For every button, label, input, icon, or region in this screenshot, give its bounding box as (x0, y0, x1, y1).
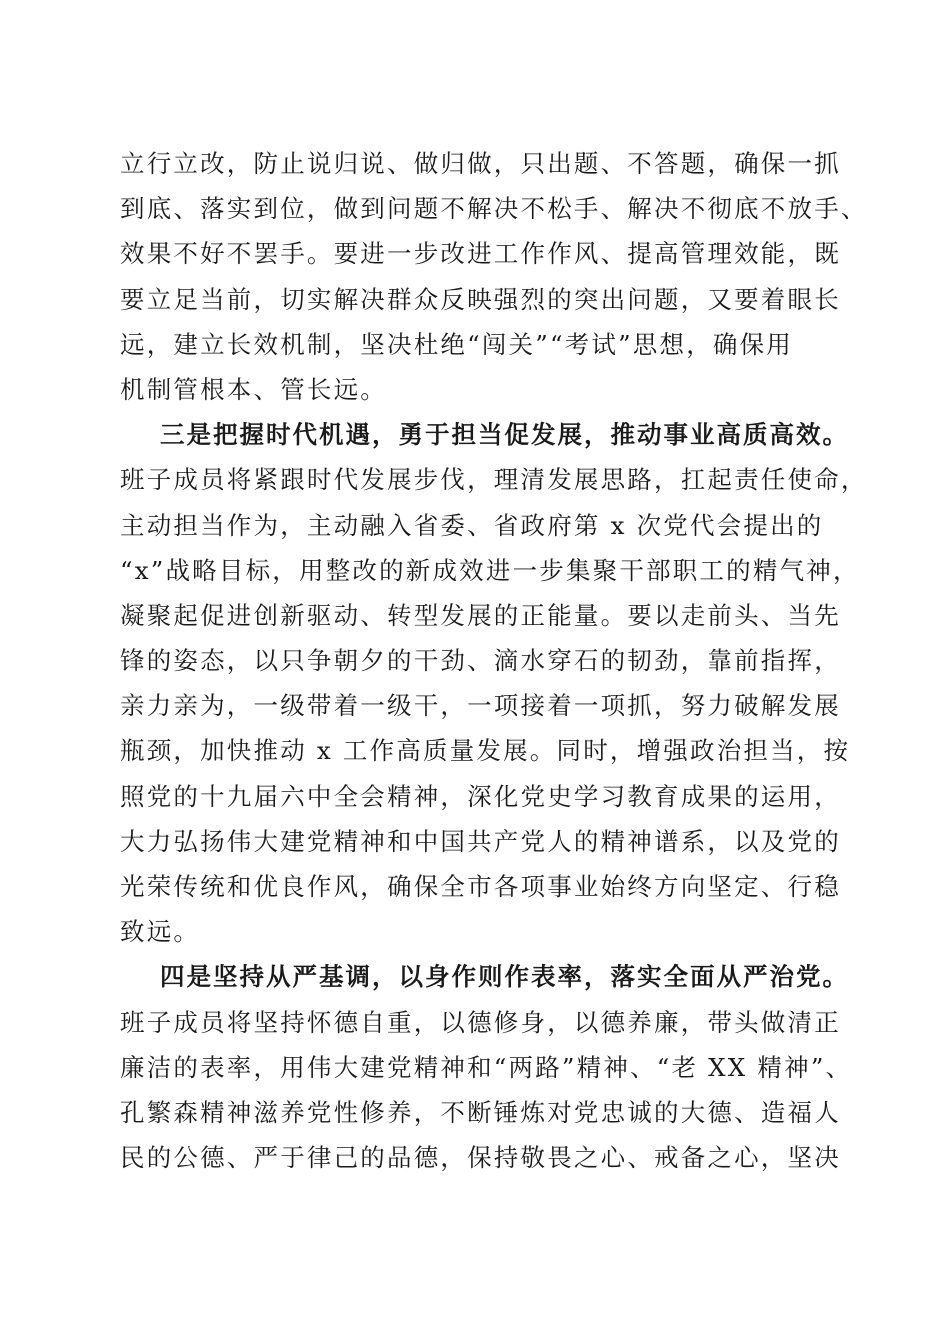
text-line: 远，建立长效机制，坚决杜绝“闯关”“考试”思想，确保用 (120, 329, 793, 359)
text-line: 机制管根本、管长远。 (120, 374, 387, 404)
text-line: 民的公德、严于律己的品德，保持敬畏之心、戒备之心，坚决 (120, 1143, 841, 1173)
text-line: 大力弘扬伟大建党精神和中国共产党人的精神谱系，以及党的 (120, 826, 841, 856)
text-line: 光荣传统和优良作风，确保全市各项事业始终方向坚定、行稳 (120, 872, 841, 901)
text-line: 亲力亲为，一级带着一级干，一项接着一项抓，努力破解发展 (120, 691, 841, 721)
text-line: “x”战略目标，用整改的新成效进一步集聚干部职工的精气神， (120, 555, 860, 585)
text-line: 主动担当作为，主动融入省委、省政府第 x 次党代会提出的 (120, 510, 824, 540)
section-heading-4: 四是坚持从严基调，以身作则作表率，落实全面从严治党。 (160, 962, 849, 992)
text-line: 孔繁森精神滋养党性修养，不断锤炼对党忠诚的大德、造福人 (120, 1097, 841, 1127)
text-line: 班子成员将紧跟时代发展步伐，理清发展思路，扛起责任使命， (120, 465, 868, 495)
text-line: 班子成员将坚持怀德自重，以德修身，以德养廉，带头做清正 (120, 1007, 841, 1037)
text-line: 到底、落实到位，做到问题不解决不松手、解决不彻底不放手、 (120, 194, 868, 224)
text-line: 瓶颈，加快推动 x 工作高质量发展。同时，增强政治担当，按 (120, 736, 851, 766)
text-line: 照党的十九届六中全会精神，深化党史学习教育成果的运用， (120, 781, 841, 811)
text-line: 立行立改，防止说归说、做归做，只出题、不答题，确保一抓 (120, 149, 841, 178)
body-text (120, 141, 868, 1180)
text-line: 致远。 (120, 917, 201, 947)
section-heading-3: 三是把握时代机遇，勇于担当促发展，推动事业高质高效。 (160, 420, 849, 450)
text-line: 锋的姿态，以只争朝夕的干劲、滴水穿石的韧劲，靠前指挥， (120, 646, 841, 676)
text-line: 凝聚起促进创新驱动、转型发展的正能量。要以走前头、当先 (120, 600, 841, 630)
text-line: 效果不好不罢手。要进一步改进工作作风、提高管理效能，既 (120, 239, 841, 269)
text-line: 要立足当前，切实解决群众反映强烈的突出问题，又要着眼长 (120, 284, 841, 314)
text-line: 廉洁的表率，用伟大建党精神和“两路”精神、“老 XX 精神”、 (120, 1052, 853, 1082)
